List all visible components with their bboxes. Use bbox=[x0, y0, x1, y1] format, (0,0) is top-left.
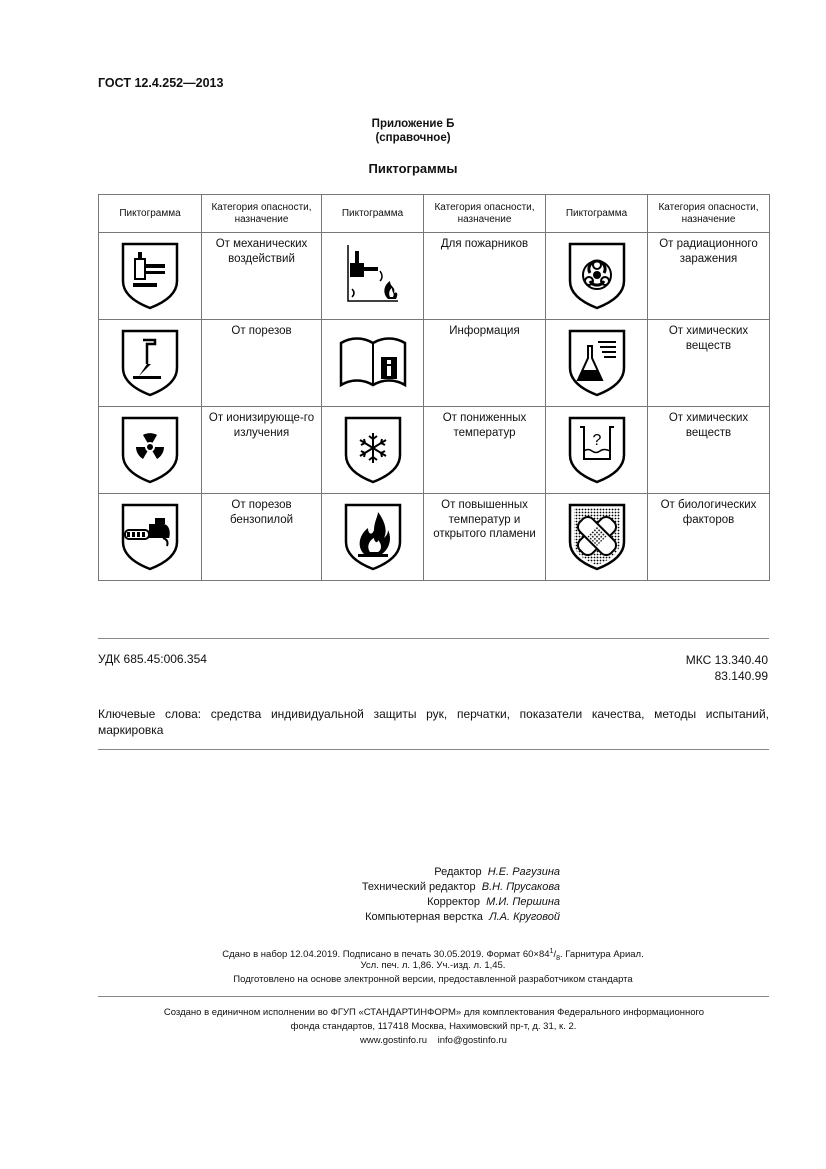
imprint-line: Подготовлено на основе электронной версии, предоставленной разработчиком стандарта bbox=[233, 974, 633, 985]
mks-code: МКС 13.340.40 bbox=[685, 653, 768, 667]
footer-line: фонда стандартов, 117418 Москва, Нахимовский пр-т, д. 31, к. 2. bbox=[290, 1021, 577, 1032]
svg-text:?: ? bbox=[592, 432, 601, 449]
imprint-line: Сдано в набор 12.04.2019. Подписано в печать 30.05.2019. Формат $60\times 84^1/_8$. Гарнитура Ариал. bbox=[222, 948, 644, 963]
category-label: От пониженных температур bbox=[442, 412, 527, 439]
divider bbox=[98, 638, 769, 639]
column-header: Пиктограмма bbox=[322, 195, 424, 233]
category-label: Для пожарников bbox=[440, 238, 529, 250]
mechanical-hazard-icon bbox=[119, 241, 181, 311]
category-label: От порезов бензопилой bbox=[229, 499, 294, 526]
column-header: Пиктограмма bbox=[546, 195, 648, 233]
category-label: От порезов bbox=[231, 325, 292, 337]
heat-flame-icon bbox=[342, 502, 404, 572]
category-label: От механических воздействий bbox=[215, 238, 308, 265]
category-label: От химических веществ bbox=[668, 412, 749, 439]
cold-hazard-icon bbox=[342, 415, 404, 485]
credit-layout: Компьютерная верстка Л.А. Круговой bbox=[365, 911, 560, 923]
biological-hazard-icon bbox=[566, 502, 628, 572]
divider bbox=[98, 996, 769, 997]
column-header: Пиктограмма bbox=[99, 195, 202, 233]
category-label: От ионизирующе-го излучения bbox=[208, 412, 315, 439]
table-row bbox=[99, 407, 770, 494]
email-link[interactable]: info@gostinfo.ru bbox=[437, 1035, 507, 1046]
chainsaw-icon bbox=[119, 502, 181, 572]
table-row bbox=[99, 233, 770, 320]
udk-code: УДК 685.45:006.354 bbox=[98, 652, 207, 666]
imprint-line: Усл. печ. л. 1,86. Уч.-изд. л. 1,45. bbox=[360, 960, 506, 971]
category-label: От биологических факторов bbox=[660, 499, 757, 526]
appendix-title: Приложение Б bbox=[371, 118, 455, 130]
firefighter-icon bbox=[342, 241, 404, 311]
column-header: Категория опасности, назначение bbox=[202, 195, 322, 233]
category-label: От химических веществ bbox=[668, 325, 749, 352]
column-header: Категория опасности, назначение bbox=[424, 195, 546, 233]
credit-editor: Редактор Н.Е. Рагузина bbox=[434, 866, 560, 878]
table-row bbox=[99, 494, 770, 581]
divider bbox=[98, 749, 769, 750]
pictograms-table bbox=[98, 194, 770, 581]
table-header-row bbox=[99, 195, 770, 233]
category-label: От радиационного заражения bbox=[659, 238, 758, 265]
pictograms-heading: Пиктограммы bbox=[368, 161, 458, 176]
chemical-hazard-icon bbox=[566, 328, 628, 398]
credit-tech-editor: Технический редактор В.Н. Прусакова bbox=[361, 881, 560, 893]
appendix-subtitle: (справочное) bbox=[375, 132, 451, 144]
mks-codes bbox=[686, 652, 768, 684]
radioactive-contamination-icon bbox=[566, 241, 628, 311]
keywords: Ключевые слова: средства индивидуальной защиты рук, перчатки, показатели качества, методы испытаний, маркировка bbox=[98, 707, 769, 737]
credit-proofreader: Корректор М.И. Першина bbox=[427, 896, 560, 908]
chemical-unknown-icon bbox=[566, 415, 628, 485]
column-header: Категория опасности, назначение bbox=[648, 195, 770, 233]
standard-number: ГОСТ 12.4.252—2013 bbox=[98, 76, 224, 90]
cut-hazard-icon bbox=[119, 328, 181, 398]
category-label: От повышенных температур и открытого пламени bbox=[433, 499, 536, 540]
category-label: Информация bbox=[449, 325, 520, 337]
footer-line: Создано в единичном исполнении во ФГУП «СТАНДАРТИНФОРМ» для комплектования Федерального информационного bbox=[163, 1007, 705, 1018]
mks-code: 83.140.99 bbox=[714, 669, 768, 683]
website-link[interactable]: www.gostinfo.ru bbox=[360, 1035, 428, 1046]
ionizing-radiation-icon bbox=[119, 415, 181, 485]
footer-contacts bbox=[98, 1034, 769, 1048]
information-icon bbox=[337, 333, 409, 393]
table-row bbox=[99, 320, 770, 407]
